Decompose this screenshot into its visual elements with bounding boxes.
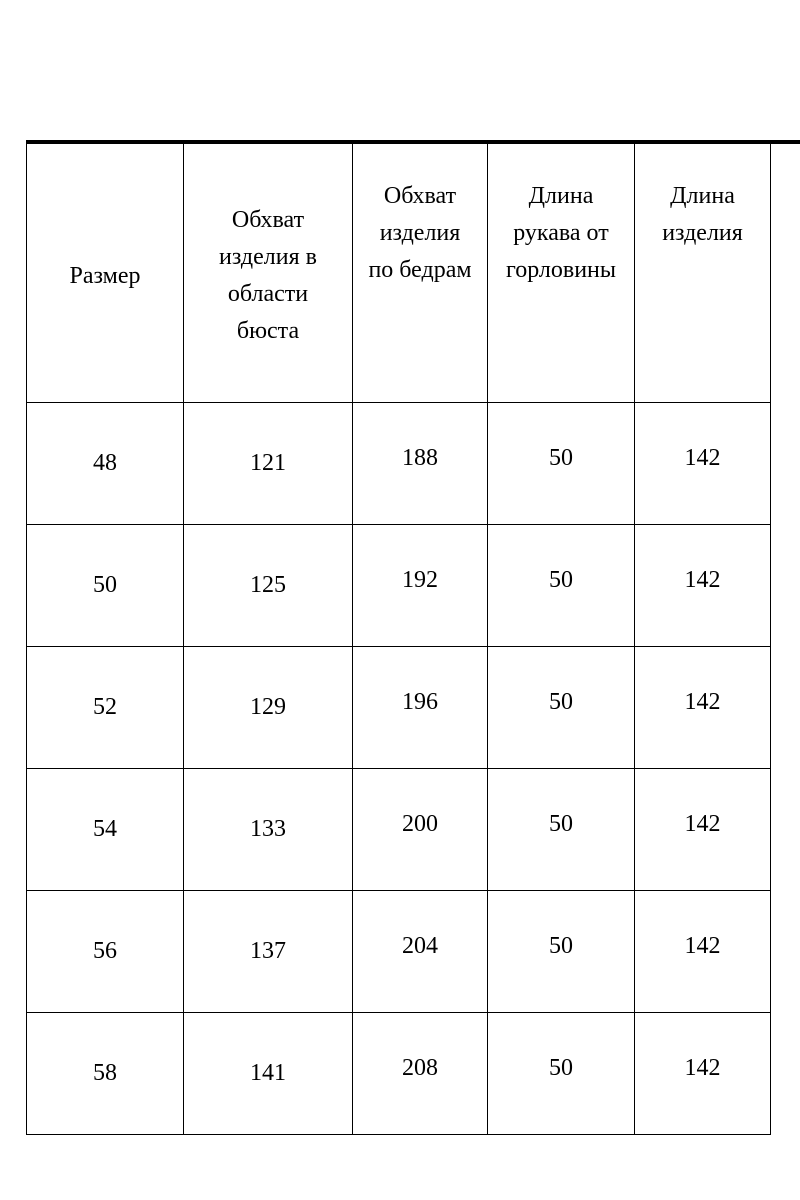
cell-bust: 129 <box>184 647 353 769</box>
cell-sleeve: 50 <box>488 1013 635 1135</box>
cell-size: 58 <box>27 1013 184 1135</box>
cell-length: 142 <box>635 1013 771 1135</box>
header-line: по бедрам <box>368 257 472 283</box>
header-bust-girth <box>184 144 353 403</box>
cell-sleeve: 50 <box>488 525 635 647</box>
table-row <box>27 403 771 525</box>
cell-size: 48 <box>27 403 184 525</box>
table-row <box>27 769 771 891</box>
cell-hip: 192 <box>353 525 488 647</box>
cell-bust: 137 <box>184 891 353 1013</box>
cell-sleeve: 50 <box>488 403 635 525</box>
cell-length: 142 <box>635 403 771 525</box>
header-line: изделия <box>662 220 743 246</box>
header-line: изделия в <box>219 244 317 270</box>
cell-bust: 133 <box>184 769 353 891</box>
cell-hip: 200 <box>353 769 488 891</box>
cell-length: 142 <box>635 525 771 647</box>
cell-size: 50 <box>27 525 184 647</box>
cell-size: 56 <box>27 891 184 1013</box>
table-row <box>27 891 771 1013</box>
cell-length: 142 <box>635 769 771 891</box>
header-line: бюста <box>236 318 300 344</box>
header-garment-length <box>635 144 771 403</box>
cell-hip: 188 <box>353 403 488 525</box>
table-row <box>27 1013 771 1135</box>
cell-size: 54 <box>27 769 184 891</box>
cell-bust: 141 <box>184 1013 353 1135</box>
size-chart-table <box>26 143 771 1135</box>
header-line: горловины <box>505 257 617 283</box>
cell-hip: 208 <box>353 1013 488 1135</box>
header-line: Длина <box>528 183 594 209</box>
header-line: Обхват <box>383 183 457 209</box>
cell-hip: 204 <box>353 891 488 1013</box>
header-sleeve-length <box>488 144 635 403</box>
cell-sleeve: 50 <box>488 647 635 769</box>
cell-bust: 125 <box>184 525 353 647</box>
table-row <box>27 647 771 769</box>
header-line: Обхват <box>231 207 305 233</box>
header-line: области <box>227 281 309 307</box>
header-hip-girth <box>353 144 488 403</box>
header-row <box>27 144 771 403</box>
cell-sleeve: 50 <box>488 891 635 1013</box>
header-line: рукава от <box>513 220 609 246</box>
cell-bust: 121 <box>184 403 353 525</box>
header-line: Длина <box>670 183 735 209</box>
table-row <box>27 525 771 647</box>
cell-sleeve: 50 <box>488 769 635 891</box>
cell-size: 52 <box>27 647 184 769</box>
cell-hip: 196 <box>353 647 488 769</box>
header-size-line: Размер <box>69 262 141 289</box>
header-line: изделия <box>379 220 461 246</box>
header-size <box>27 144 184 403</box>
cell-length: 142 <box>635 891 771 1013</box>
cell-length: 142 <box>635 647 771 769</box>
